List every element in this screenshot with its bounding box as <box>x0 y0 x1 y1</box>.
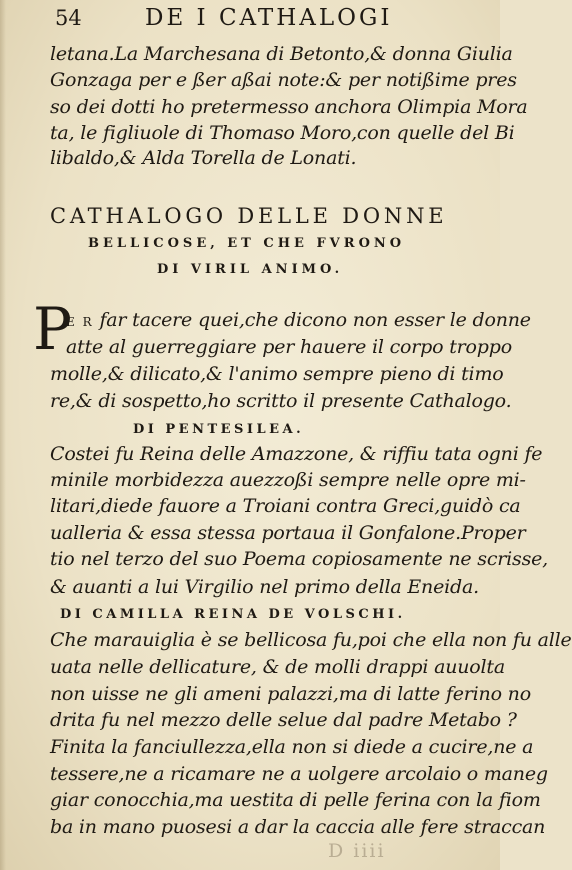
camilla-line: Finita la fanciullezza,ella non si diede a cucire,ne a <box>50 736 534 758</box>
intro-line: libaldo,& Alda Torella de Lonati. <box>50 147 357 169</box>
catalog-subtitle-line: DI VIRIL ANIMO. <box>157 262 344 277</box>
drop-cap-initial: P <box>33 295 73 363</box>
camilla-line: tessere,ne a ricamare ne a uolgere arcolaio o maneg <box>50 763 548 785</box>
opening-first-line-text: far tacere quei,che dicono non esser le donne <box>93 309 531 331</box>
intro-line: letana.La Marchesana di Betonto,& donna Giulia <box>50 43 513 65</box>
opening-first-line <box>66 308 531 334</box>
pentesilea-line: minile morbidezza auezzoßi sempre nelle opre mi- <box>50 469 526 491</box>
catalog-title: CATHALOGO DELLE DONNE <box>50 204 448 228</box>
running-head <box>0 2 500 32</box>
camilla-line: giar conocchia,ma uestita di pelle ferina con la fiom <box>50 789 541 811</box>
camilla-line: ba in mano puosesi a dar la caccia alle fere straccan <box>50 816 546 838</box>
camilla-line: drita fu nel mezzo delle selue dal padre Metabo ? <box>50 709 517 731</box>
opening-line: atte al guerreggiare per hauere il corpo troppo <box>66 336 512 358</box>
section-heading-camilla: DI CAMILLA REINA DE VOLSCHI. <box>60 607 406 622</box>
opening-line: re,& di sospetto,ho scritto il presente Cathalogo. <box>50 390 512 412</box>
opening-line: molle,& dilicato,& l'animo sempre pieno di timo <box>50 363 504 385</box>
pentesilea-line: & auanti a lui Virgilio nel primo della Eneida. <box>50 576 479 598</box>
intro-line: ta, le figliuole di Thomaso Moro,con quelle del Bi <box>50 122 515 144</box>
intro-line: Gonzaga per e ßer aßai note:& per notißime pres <box>50 69 517 91</box>
catalog-subtitle-line: BELLICOSE, ET CHE FVRONO <box>88 236 406 251</box>
camilla-line: Che marauiglia è se bellicosa fu,poi che ella non fu alle <box>50 629 572 651</box>
pentesilea-line: Costei fu Reina delle Amazzone, & riffiu tata ogni fe <box>50 443 543 465</box>
camilla-line: uata nelle dellicature, & de molli drappi auuolta <box>50 656 505 678</box>
running-title: DE I CATHALOGI <box>145 5 393 31</box>
section-heading-pentesilea: DI PENTESILEA. <box>133 422 305 437</box>
pentesilea-line: tio nel terzo del suo Poema copiosamente ne scrisse, <box>50 548 549 570</box>
page-number: 54 <box>55 6 82 30</box>
pentesilea-line: ualleria & essa stessa portaua il Gonfalone.Proper <box>50 522 526 544</box>
intro-line: so dei dotti ho pretermesso anchora Olimpia Mora <box>50 96 528 118</box>
signature-catchword: D iiii <box>328 840 386 862</box>
camilla-line: non uisse ne gli ameni palazzi,ma di latte ferino no <box>50 683 531 705</box>
opening-small-caps: E R <box>66 315 94 329</box>
pentesilea-line: litari,diede fauore a Troiani contra Greci,guidò ca <box>50 495 521 517</box>
